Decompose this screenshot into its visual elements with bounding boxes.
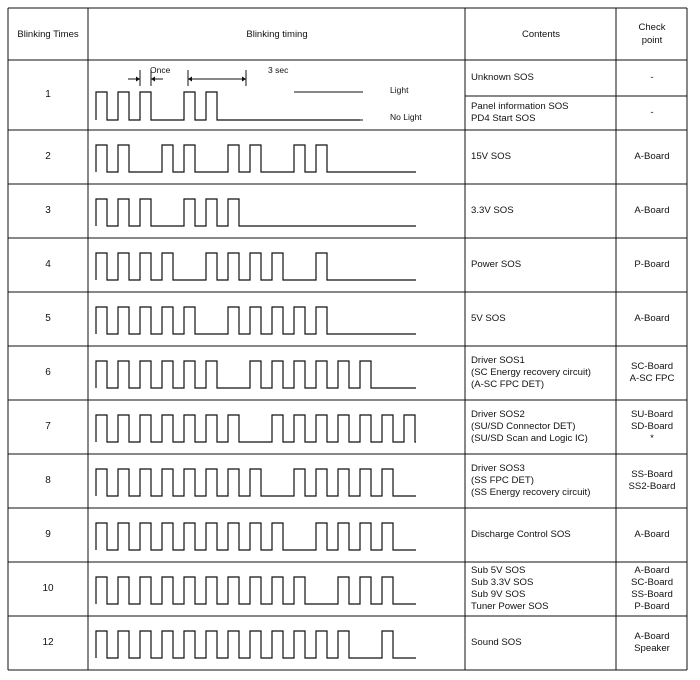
sos-contents-line: Sound SOS xyxy=(471,636,522,648)
blinking-times-value: 10 xyxy=(42,583,54,594)
check-point xyxy=(617,72,687,84)
sos-contents xyxy=(471,101,617,125)
sos-contents-line: Driver SOS2 xyxy=(471,408,525,420)
header-blinking-times: Blinking Times xyxy=(17,28,79,40)
blink-waveform xyxy=(96,92,360,120)
check-point-line: SS-Board xyxy=(631,468,673,480)
sos-contents xyxy=(471,529,617,541)
blinking-times-value: 6 xyxy=(45,367,51,378)
check-point xyxy=(617,313,687,325)
sos-contents-line: (SC Energy recovery circuit) xyxy=(471,366,591,378)
sos-contents-line: Power SOS xyxy=(471,258,522,270)
check-point-line: A-Board xyxy=(634,564,670,576)
sos-contents-line: Unknown SOS xyxy=(471,71,534,83)
sos-contents-line: (SS Energy recovery circuit) xyxy=(471,487,591,499)
blinking-times-value: 7 xyxy=(45,421,51,432)
blink-waveform xyxy=(96,253,416,280)
check-point-line: A-Board xyxy=(634,150,670,162)
sos-contents xyxy=(471,409,617,446)
blinking-times-value: 2 xyxy=(45,151,51,162)
check-point xyxy=(617,631,687,655)
blink-waveform xyxy=(96,361,416,388)
sos-contents-line: PD4 Start SOS xyxy=(471,113,536,124)
sos-contents-line: 5V SOS xyxy=(471,312,506,324)
check-point-line: SD-Board xyxy=(630,420,674,432)
check-point xyxy=(617,259,687,271)
blinking-times-value: 9 xyxy=(45,529,51,540)
sos-contents xyxy=(471,565,617,614)
sos-contents xyxy=(471,259,617,271)
check-point xyxy=(617,529,687,541)
sos-contents xyxy=(471,72,617,84)
arrow-head xyxy=(151,77,155,82)
sos-contents-line: 15V SOS xyxy=(471,150,511,162)
sos-contents xyxy=(471,151,617,163)
check-point-line: A-Board xyxy=(634,528,670,540)
blink-waveform xyxy=(96,199,416,226)
sos-contents-line: Tuner Power SOS xyxy=(471,601,549,613)
header-check-point xyxy=(617,9,687,59)
check-point xyxy=(617,469,687,493)
check-point-line: SC-Board xyxy=(630,576,674,588)
sos-contents-line: (SS FPC DET) xyxy=(471,474,534,486)
sos-contents-line: Discharge Control SOS xyxy=(471,528,571,540)
header-blinking-timing: Blinking timing xyxy=(246,28,308,40)
check-point-line: SC-Board xyxy=(630,360,674,372)
header-check-point-line: point xyxy=(641,35,663,46)
sos-contents-line: Sub 9V SOS xyxy=(471,589,526,600)
annotation-no-light: No Light xyxy=(390,112,422,122)
check-point-line: P-Board xyxy=(634,258,670,270)
sos-contents xyxy=(471,313,617,325)
sos-contents xyxy=(471,637,617,649)
sos-contents-line: (A-SC FPC DET) xyxy=(471,379,545,391)
sos-contents-line: 3.3V SOS xyxy=(471,204,514,216)
blinking-times-value: 12 xyxy=(42,637,54,648)
blink-waveform xyxy=(96,145,416,172)
check-point-line: A-SC FPC xyxy=(629,373,675,384)
check-point-line: P-Board xyxy=(634,601,670,613)
annotation-light: Light xyxy=(390,85,409,95)
sos-contents xyxy=(471,355,617,392)
check-point-line: Speaker xyxy=(634,643,670,654)
sos-contents-line: Driver SOS3 xyxy=(471,462,525,474)
sos-contents-line: Sub 5V SOS xyxy=(471,564,526,576)
blink-waveform xyxy=(96,469,416,496)
check-point-line: A-Board xyxy=(634,312,670,324)
check-point xyxy=(617,361,687,385)
check-point xyxy=(617,151,687,163)
check-point xyxy=(617,107,687,119)
blinking-times-value: 3 xyxy=(45,205,51,216)
arrow-head xyxy=(136,77,140,82)
check-point-line: - xyxy=(650,71,654,83)
header-check-point-line: Check xyxy=(638,22,666,33)
blinking-times-value: 4 xyxy=(45,259,51,270)
check-point-line: A-Board xyxy=(634,204,670,216)
header-contents: Contents xyxy=(521,28,561,40)
arrow-head xyxy=(188,77,192,82)
sos-contents-line: Panel information SOS xyxy=(471,100,569,112)
sos-contents xyxy=(471,205,617,217)
check-point-line: SS-Board xyxy=(631,589,673,600)
blink-waveform xyxy=(96,523,416,550)
check-point-line: * xyxy=(650,433,654,445)
check-point-line: A-Board xyxy=(634,630,670,642)
check-point xyxy=(617,409,687,446)
blink-waveform xyxy=(96,631,416,658)
blinking-times-value: 8 xyxy=(45,475,51,486)
blink-waveform xyxy=(96,577,416,604)
sos-contents-line: (SU/SD Scan and Logic IC) xyxy=(471,433,588,445)
check-point-line: SS2-Board xyxy=(628,481,676,492)
check-point-line: - xyxy=(650,106,654,118)
blinking-times-value: 1 xyxy=(45,89,51,100)
check-point xyxy=(617,205,687,217)
sos-contents-line: Sub 3.3V SOS xyxy=(471,576,534,588)
blink-waveform xyxy=(96,307,416,334)
blink-waveform xyxy=(96,415,416,442)
annotation-once: Once xyxy=(150,65,171,75)
blinking-times-value: 5 xyxy=(45,313,51,324)
check-point xyxy=(617,565,687,614)
check-point-line: SU-Board xyxy=(630,408,674,420)
annotation-interval: 3 sec xyxy=(268,65,289,75)
sos-contents-line: Driver SOS1 xyxy=(471,354,525,366)
sos-contents-line: (SU/SD Connector DET) xyxy=(471,420,576,432)
sos-contents xyxy=(471,463,617,500)
arrow-head xyxy=(242,77,246,82)
